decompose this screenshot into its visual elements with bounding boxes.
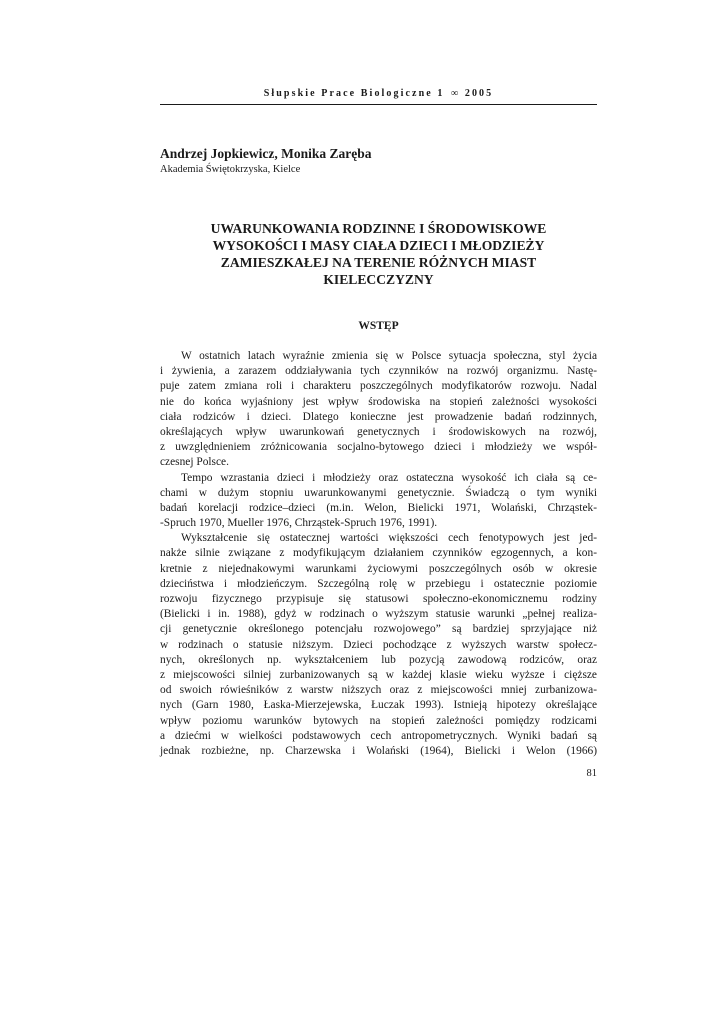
volume-number: 1 xyxy=(437,88,445,99)
body-line: z uwzględnieniem zróżnicowania socjalno-bytowego dzieci i młodzieży we współ- xyxy=(160,441,597,454)
body-line: Tempo wzrastania dzieci i młodzieży oraz ostateczna wysokość ich ciała są ce- xyxy=(181,471,597,484)
body-line: dzieciństwa i młodzieńczym. Szczególną rolę w przebiegu i ostatecznie poziomie xyxy=(160,577,597,590)
body-text xyxy=(160,349,597,759)
body-line: i żywienia, a zarazem oddziaływania tych czynników na rozwój organizmu. Nastę- xyxy=(160,365,597,378)
title-line: WYSOKOŚCI I MASY CIAŁA DZIECI I MŁODZIEŻY xyxy=(212,238,545,253)
affiliation: Akademia Świętokrzyska, Kielce xyxy=(160,164,301,175)
journal-name: Słupskie Prace Biologiczne xyxy=(263,88,433,99)
body-line: kretnie z niejednakowymi warunkami życiowymi poszczególnych osób w okresie xyxy=(160,562,597,575)
title-line: ZAMIESZKAŁEJ NA TERENIE RÓŻNYCH MIAST xyxy=(220,255,537,270)
body-line: -Spruch 1970, Mueller 1976, Chrząstek-Spruch 1976, 1991). xyxy=(160,517,438,530)
body-line: czesnej Polsce. xyxy=(160,456,229,469)
body-line: cji genetycznie określonego potencjału rozwojowego” są bardziej sprzyjające niż xyxy=(160,623,597,636)
body-line: a dziećmi w wielkości podstawowych cech antropometrycznych. Wyniki badań są xyxy=(160,729,597,742)
body-line: rozwoju fizycznego przypisuje się statusowi społeczno-ekonomicznemu rodziny xyxy=(160,593,597,605)
body-line: nie do końca wyjaśniony jest wpływ środowiska na stopień zależności wysokości xyxy=(160,395,597,408)
publication-year: 2005 xyxy=(464,88,494,99)
separator-symbol: ∞ xyxy=(451,88,459,99)
body-line: (Bielicki i in. 1988), gdyż w rodzinach o wyższym statusie warunki „pełnej realiza- xyxy=(160,608,597,621)
title-line: KIELECCZYZNY xyxy=(323,272,434,287)
running-header xyxy=(160,88,597,99)
body-line: jednak rozbieżne, np. Charzewska i Wolański (1964), Bielicki i Welon (1966) xyxy=(160,744,597,757)
body-line: w rodzinach o statusie niższym. Dzieci pochodzące z wyższych warstw społecz- xyxy=(160,638,597,651)
body-line: W ostatnich latach wyraźnie zmienia się w Polsce sytuacja społeczna, styl życia xyxy=(181,350,597,362)
body-line: określających wpływ uwarunkowań genetycznych i środowiskowych na rozwój, xyxy=(160,425,597,438)
body-line: nakże silnie związane z modyfikującym działaniem czynników egzogennych, a kon- xyxy=(160,547,597,560)
header-rule xyxy=(160,104,597,105)
article-title xyxy=(160,220,597,288)
title-line: UWARUNKOWANIA RODZINNE I ŚRODOWISKOWE xyxy=(210,221,547,236)
body-line: chami w dużym stopniu uwarunkowanymi genetycznie. Świadczą o tym wyniki xyxy=(160,486,597,499)
page-number: 81 xyxy=(586,768,597,779)
body-line: nych, określonych np. wykształceniem lub pozycją zawodową rodziców, oraz xyxy=(160,653,597,666)
body-line: wpływ poziomu warunków bytowych na stopień zależności pomiędzy rodzicami xyxy=(160,714,597,727)
authors: Andrzej Jopkiewicz, Monika Zaręba xyxy=(160,146,372,161)
body-line: Wykształcenie się ostatecznej wartości większości cech fenotypowych jest jed- xyxy=(181,532,597,545)
body-line: badań korelacji rodzice–dzieci (m.in. Welon, Bielicki 1971, Wolański, Chrząstek- xyxy=(160,501,597,514)
section-heading: WSTĘP xyxy=(358,320,399,332)
body-line: z miejscowości silniej zurbanizowanych są w każdej klasie wieku wyższe i cięższe xyxy=(160,668,597,681)
body-line: puje zatem zmiana roli i charakteru poszczególnych modyfikatorów rozwoju. Nadal xyxy=(160,380,597,393)
body-line: nych (Garn 1980, Łaska-Mierzejewska, Łuczak 1993). Istnieją hipotezy określające xyxy=(160,699,597,712)
body-line: od swoich rówieśników z warstw niższych oraz z miejscowości mniej zurbanizowa- xyxy=(160,684,597,697)
body-line: ciała rodziców i dzieci. Dlatego konieczne jest prowadzenie badań rodzinnych, xyxy=(160,410,597,423)
